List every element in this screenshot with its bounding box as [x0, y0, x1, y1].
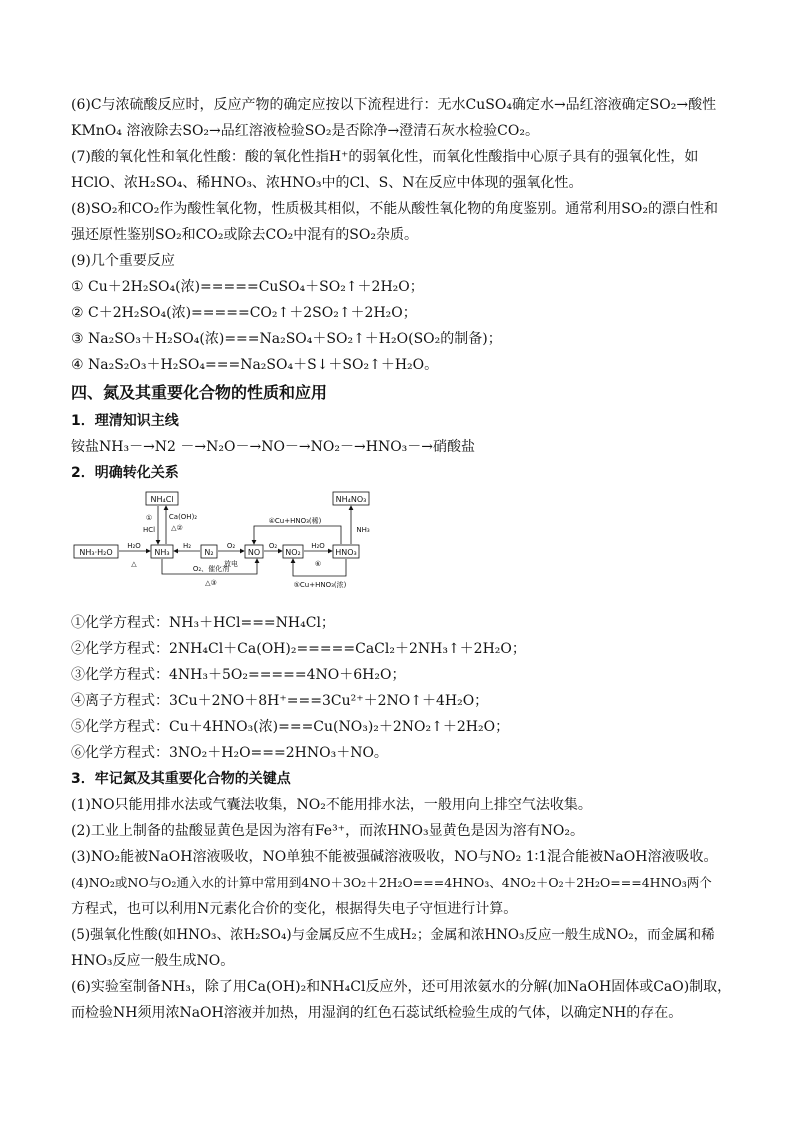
- subsection-heading: 3．牢记氮及其重要化合物的关键点: [71, 771, 291, 787]
- label-o2: O₂: [226, 542, 236, 550]
- text-line: KMnO₄ 溶液除去SO₂→品红溶液检验SO₂是否除净→澄清石灰水检验CO₂。: [71, 123, 539, 139]
- conversion-diagram-svg: [71, 488, 371, 606]
- text-line: 强还原性鉴别SO₂和CO₂或除去CO₂中混有的SO₂杂质。: [71, 227, 418, 243]
- label-caoh2: Ca(OH)₂: [168, 513, 198, 521]
- reaction-line: ③ Na₂SO₃＋H₂SO₄(浓)===Na₂SO₄＋SO₂↑＋H₂O(SO₂的制备)；: [71, 331, 502, 347]
- text-line: HClO、浓H₂SO₄、稀HNO₃、浓HNO₃中的Cl、S、N在反应中体现的强氧化性。: [71, 175, 583, 191]
- nitrogen-conversion-diagram: [71, 488, 731, 606]
- key-point-line: HNO₃反应一般生成NO。: [71, 953, 235, 969]
- box-label-nh4no3: NH₄NO₃: [335, 495, 367, 504]
- equation-line: ④离子方程式：3Cu＋2NO＋8H⁺===3Cu²⁺＋2NO↑＋4H₂O；: [71, 693, 489, 709]
- key-point-line: 而检验NH须用浓NaOH溶液并加热，用湿润的红色石蕊试纸检验生成的气体，以确定NH的存在。: [71, 1005, 683, 1021]
- label-h2: H₂: [182, 542, 192, 550]
- document-page: [71, 92, 731, 1026]
- key-point-line: 方程式，也可以利用N元素化合价的变化，根据得失电子守恒进行计算。: [71, 901, 518, 917]
- key-point-line: (3)NO₂能被NaOH溶液吸收，NO单独不能被强碱溶液吸收，NO与NO₂ 1∶1混合能被NaOH溶液吸收。: [71, 849, 718, 865]
- label-o2b: O₂: [268, 542, 278, 550]
- box-label-hno3: HNO₃: [335, 548, 357, 557]
- box-label-nh4cl: NH₄Cl: [150, 495, 174, 504]
- key-point-line: (4)NO₂或NO与O₂通入水的计算中常用到4NO＋3O₂＋2H₂O===4HNO₃、4NO₂＋O₂＋2H₂O===4HNO₃两个: [71, 875, 712, 890]
- label-delta: △: [131, 560, 137, 568]
- text-line: (6)C与浓硫酸反应时，反应产物的确定应按以下流程进行：无水CuSO₄确定水→品红溶液确定SO₂→酸性: [71, 97, 717, 113]
- label-discharge: 放电: [224, 560, 238, 568]
- box-label-no2: NO₂: [285, 548, 301, 557]
- label-hcl: HCl: [142, 526, 156, 534]
- label-cu-conc: ⑤Cu+HNO₃(浓): [293, 581, 347, 589]
- subsection-heading: 1．理清知识主线: [71, 413, 179, 429]
- equation-line: ⑥化学方程式：3NO₂＋H₂O===2HNO₃＋NO。: [71, 745, 388, 761]
- key-point-line: (6)实验室制备NH₃，除了用Ca(OH)₂和NH₄Cl反应外，还可用浓氨水的分解(加NaOH固体或CaO)制取，: [71, 979, 732, 995]
- equation-line: ②化学方程式：2NH₄Cl＋Ca(OH)₂=====CaCl₂＋2NH₃↑＋2H₂O；: [71, 641, 526, 657]
- label-cu-dilute: ④Cu+HNO₃(稀): [268, 517, 322, 525]
- knowledge-main-line: 铵盐NH₃－→N2 －→N₂O－→NO－→NO₂－→HNO₃－→硝酸盐: [71, 439, 476, 455]
- equation-line: ⑤化学方程式：Cu＋4HNO₃(浓)===Cu(NO₃)₂＋2NO₂↑＋2H₂O；: [71, 719, 510, 735]
- box-label-nh3: NH₃: [154, 548, 170, 557]
- key-point-line: (1)NO只能用排水法或气囊法收集，NO₂不能用排水法，一般用向上排空气法收集。: [71, 797, 592, 813]
- label-cat-bottom: △③: [205, 579, 217, 587]
- equation-line: ①化学方程式：NH₃＋HCl===NH₄Cl；: [71, 615, 335, 631]
- equation-line: ③化学方程式：4NH₃＋5O₂=====4NO＋6H₂O；: [71, 667, 406, 683]
- box-label-no: NO: [247, 548, 261, 557]
- label-nh3-right: NH₃: [356, 526, 370, 534]
- text-line: (9)几个重要反应: [71, 253, 175, 269]
- key-point-line: (5)强氧化性酸(如HNO₃、浓H₂SO₄)与金属反应不生成H₂；金属和浓HNO₃反应一般生成NO₂，而金属和稀: [71, 927, 715, 943]
- text-line: (7)酸的氧化性和氧化性酸：酸的氧化性指H⁺的弱氧化性，而氧化性酸指中心原子具有的强氧化性，如: [71, 149, 699, 165]
- reaction-line: ④ Na₂S₂O₃＋H₂SO₄===Na₂SO₄＋S↓＋SO₂↑＋H₂O。: [71, 357, 439, 373]
- label-h2ob: H₂O: [311, 542, 325, 550]
- box-label-n2: N₂: [204, 548, 214, 557]
- reaction-line: ① Cu＋2H₂SO₄(浓)=====CuSO₄＋SO₂↑＋2H₂O；: [71, 279, 424, 295]
- label-step6: ⑥: [314, 560, 322, 568]
- label-cat-top: O₂、催化剂: [192, 565, 230, 573]
- reaction-line: ② C＋2H₂SO₄(浓)=====CO₂↑＋2SO₂↑＋2H₂O；: [71, 305, 417, 321]
- key-point-line: (2)工业上制备的盐酸显黄色是因为溶有Fe³⁺，而浓HNO₃显黄色是因为溶有NO₂。: [71, 823, 584, 839]
- label-step1: ①: [145, 514, 153, 522]
- section-heading: 四、氮及其重要化合物的性质和应用: [71, 383, 328, 402]
- label-step2: △②: [171, 524, 183, 532]
- text-line: (8)SO₂和CO₂作为酸性氧化物，性质极其相似，不能从酸性氧化物的角度鉴别。通常利用SO₂的漂白性和: [71, 201, 718, 217]
- box-label-nh3h2o: NH₃·H₂O: [79, 548, 113, 557]
- label-h2o: H₂O: [127, 542, 141, 550]
- subsection-heading: 2．明确转化关系: [71, 465, 179, 481]
